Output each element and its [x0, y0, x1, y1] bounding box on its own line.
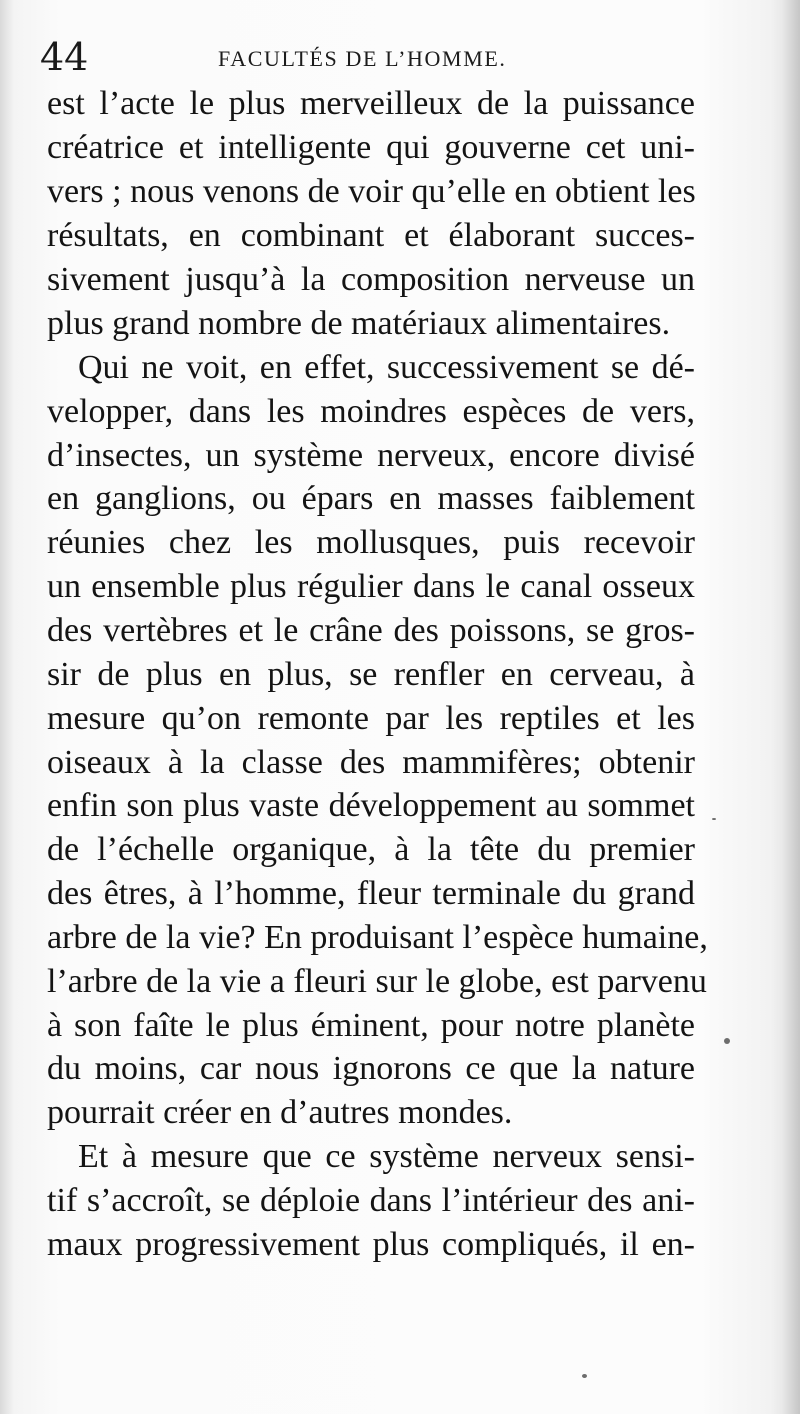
text-line: arbre de la vie? En produisant l’espèce humaine,: [47, 919, 708, 956]
text-line: des êtres, à l’homme, fleur terminale du grand: [47, 875, 695, 912]
text-line: plus grand nombre de matériaux alimentaires.: [47, 305, 671, 342]
ink-speck: [712, 818, 716, 820]
text-line: en ganglions, ou épars en masses faiblement: [47, 480, 695, 517]
paragraph-start-line: Qui ne voit, en effet, successivement se dé-: [78, 349, 695, 386]
text-line: maux progressivement plus compliqués, il en-: [47, 1226, 695, 1263]
text-line: enfin son plus vaste développement au sommet: [47, 787, 695, 824]
text-line: de l’échelle organique, à la tête du premier: [47, 831, 695, 868]
text-line: sir de plus en plus, se renfler en cerveau, à: [47, 656, 695, 693]
ink-speck: [724, 1038, 730, 1044]
text-line: mesure qu’on remonte par les reptiles et les: [47, 700, 695, 737]
text-line: d’insectes, un système nerveux, encore divisé: [47, 437, 695, 474]
page-number: 44: [40, 35, 89, 79]
paragraph-start-line: Et à mesure que ce système nerveux sensi-: [78, 1138, 695, 1175]
text-line: réunies chez les mollusques, puis recevoir: [47, 524, 695, 561]
text-line: tif s’accroît, se déploie dans l’intérieur des ani-: [47, 1182, 695, 1219]
text-line: un ensemble plus régulier dans le canal osseux: [47, 568, 695, 605]
text-line: résultats, en combinant et élaborant succes-: [47, 217, 695, 254]
text-line: vers ; nous venons de voir qu’elle en obtient les: [47, 173, 696, 210]
ink-speck: [582, 1374, 587, 1378]
text-line: à son faîte le plus éminent, pour notre planète: [47, 1007, 695, 1044]
text-line: sivement jusqu’à la composition nerveuse un: [47, 261, 695, 298]
text-line: du moins, car nous ignorons ce que la nature: [47, 1050, 695, 1087]
text-line: est l’acte le plus merveilleux de la puissance: [47, 85, 695, 122]
text-line: pourrait créer en d’autres mondes.: [47, 1094, 513, 1131]
text-line: créatrice et intelligente qui gouverne cet uni-: [47, 129, 695, 166]
text-line: l’arbre de la vie a fleuri sur le globe, est parvenu: [47, 963, 707, 1000]
text-line: velopper, dans les moindres espèces de vers,: [47, 393, 695, 430]
running-title: FACULTÉS DE L’HOMME.: [218, 46, 507, 71]
text-line: oiseaux à la classe des mammifères; obtenir: [47, 744, 695, 781]
text-line: des vertèbres et le crâne des poissons, se gros-: [47, 612, 695, 649]
